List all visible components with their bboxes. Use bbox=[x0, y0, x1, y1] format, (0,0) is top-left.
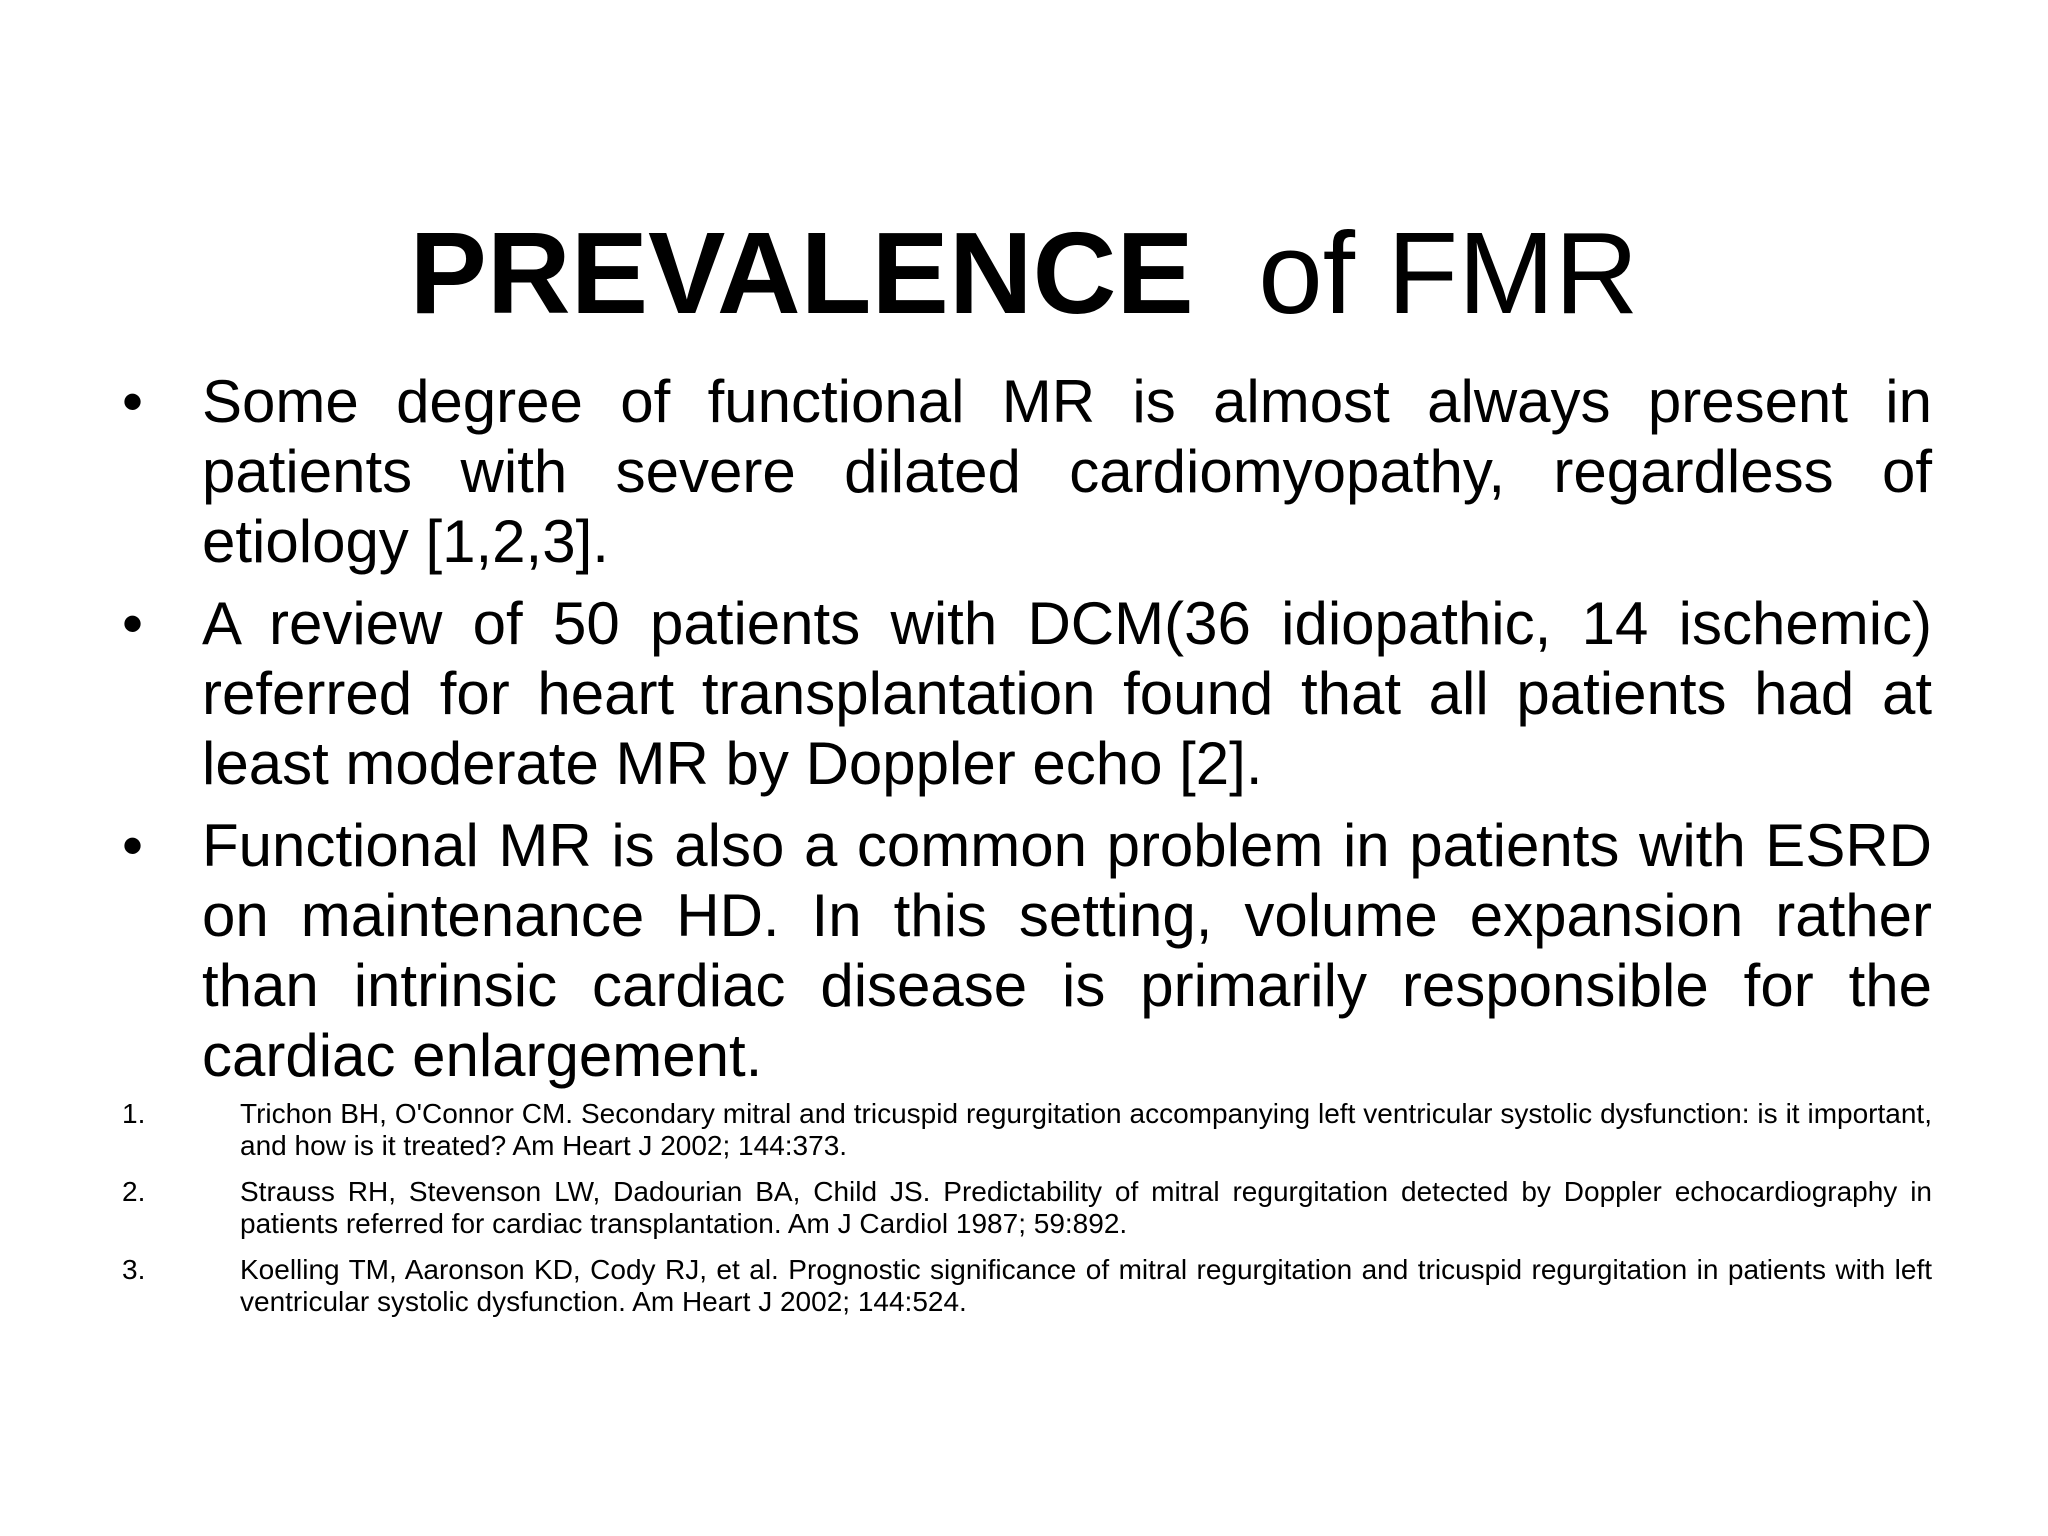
reference-number: 1. bbox=[122, 1098, 146, 1129]
bullet-list bbox=[122, 367, 1932, 1103]
bullet-marker: • bbox=[122, 368, 144, 435]
bullet-text: Some degree of functional MR is almost always present in patients with severe dilated cardiomyopathy, regardless of etiology [1,2,3]. bbox=[202, 368, 1932, 575]
bullet-marker: • bbox=[122, 590, 144, 657]
title-normal-part: of FMR bbox=[1258, 207, 1639, 338]
reference-item bbox=[122, 1254, 1932, 1318]
bullet-item bbox=[122, 811, 1932, 1091]
title-bold-part: PREVALENCE bbox=[409, 207, 1194, 338]
bullet-marker: • bbox=[122, 812, 144, 879]
reference-list bbox=[122, 1098, 1932, 1332]
bullet-item bbox=[122, 589, 1932, 799]
reference-number: 3. bbox=[122, 1254, 146, 1285]
bullet-item bbox=[122, 367, 1932, 577]
reference-text: Koelling TM, Aaronson KD, Cody RJ, et al. Prognostic significance of mitral regurgitation and tricuspid regurgitation in patients with left ventricular systolic dysfunction. Am Heart J 2002; 144:524. bbox=[240, 1254, 1932, 1317]
reference-number: 2. bbox=[122, 1176, 146, 1207]
slide-title bbox=[0, 203, 2048, 343]
bullet-text: Functional MR is also a common problem in patients with ESRD on maintenance HD. In this setting, volume expansion rather than intrinsic cardiac disease is primarily responsible for the cardiac enlargement. bbox=[202, 812, 1932, 1089]
reference-item bbox=[122, 1098, 1932, 1162]
reference-text: Trichon BH, O'Connor CM. Secondary mitral and tricuspid regurgitation accompanying left ventricular systolic dysfunction: is it important, and how is it treated? Am Heart J 2002; 144:373. bbox=[240, 1098, 1932, 1161]
reference-text: Strauss RH, Stevenson LW, Dadourian BA, Child JS. Predictability of mitral regurgitation detected by Doppler echocardiography in patients referred for cardiac transplantation. Am J Cardiol 1987; 59:892. bbox=[240, 1176, 1932, 1239]
bullet-text: A review of 50 patients with DCM(36 idiopathic, 14 ischemic) referred for heart transplantation found that all patients had at least moderate MR by Doppler echo [2]. bbox=[202, 590, 1932, 797]
reference-item bbox=[122, 1176, 1932, 1240]
